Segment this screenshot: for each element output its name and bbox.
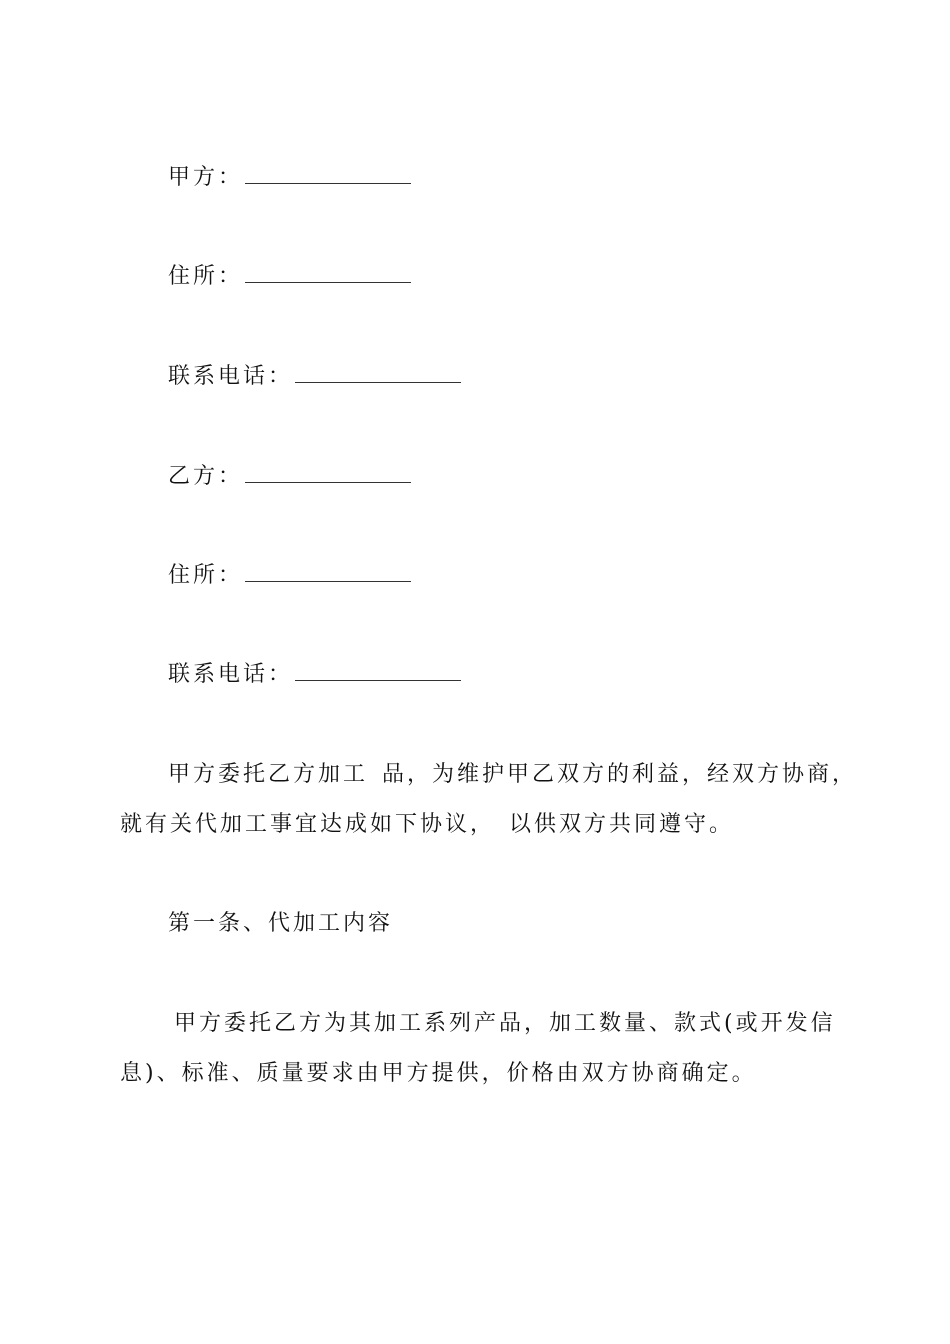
party-b-address-blank <box>245 561 411 582</box>
party-b-phone-blank <box>295 660 461 681</box>
article-1-line-2: 息)、标准、质量要求由甲方提供，价格由双方协商确定。 <box>120 1061 757 1086</box>
party-a-phone-label: 联系电话： <box>168 364 294 389</box>
party-b-name-row <box>168 462 411 492</box>
preamble-line2-part1: 就有关代加工事宜达成如下协议， <box>120 812 496 837</box>
party-a-phone-blank <box>295 362 461 383</box>
party-a-name-blank <box>245 163 411 184</box>
preamble-line2-part2: 以供双方共同遵守。 <box>509 812 735 837</box>
party-b-name-label: 乙方： <box>168 464 244 489</box>
party-b-name-blank <box>245 462 411 483</box>
preamble-line-2 <box>120 810 734 840</box>
party-b-phone-row <box>168 660 461 690</box>
article-1-heading: 第一条、代加工内容 <box>168 911 394 936</box>
preamble-line1-part2: 品，为维护甲乙双方的利益，经双方协商， <box>382 762 858 787</box>
preamble-line-1 <box>168 760 857 790</box>
article-1-line1-text: 甲方委托乙方为其加工系列产品，加工数量、款式(或开发信 <box>174 1011 836 1036</box>
article-1-line-1 <box>168 1009 836 1039</box>
party-a-address-label: 住所： <box>168 264 244 289</box>
party-b-address-row <box>168 561 411 591</box>
preamble-line1-part1: 甲方委托乙方加工 <box>168 762 369 787</box>
party-a-name-label: 甲方： <box>168 165 244 190</box>
party-a-address-blank <box>245 262 411 283</box>
party-a-address-row <box>168 262 411 292</box>
party-b-phone-label: 联系电话： <box>168 662 294 687</box>
party-a-name-row <box>168 163 411 193</box>
party-a-phone-row <box>168 362 461 392</box>
party-b-address-label: 住所： <box>168 563 244 588</box>
